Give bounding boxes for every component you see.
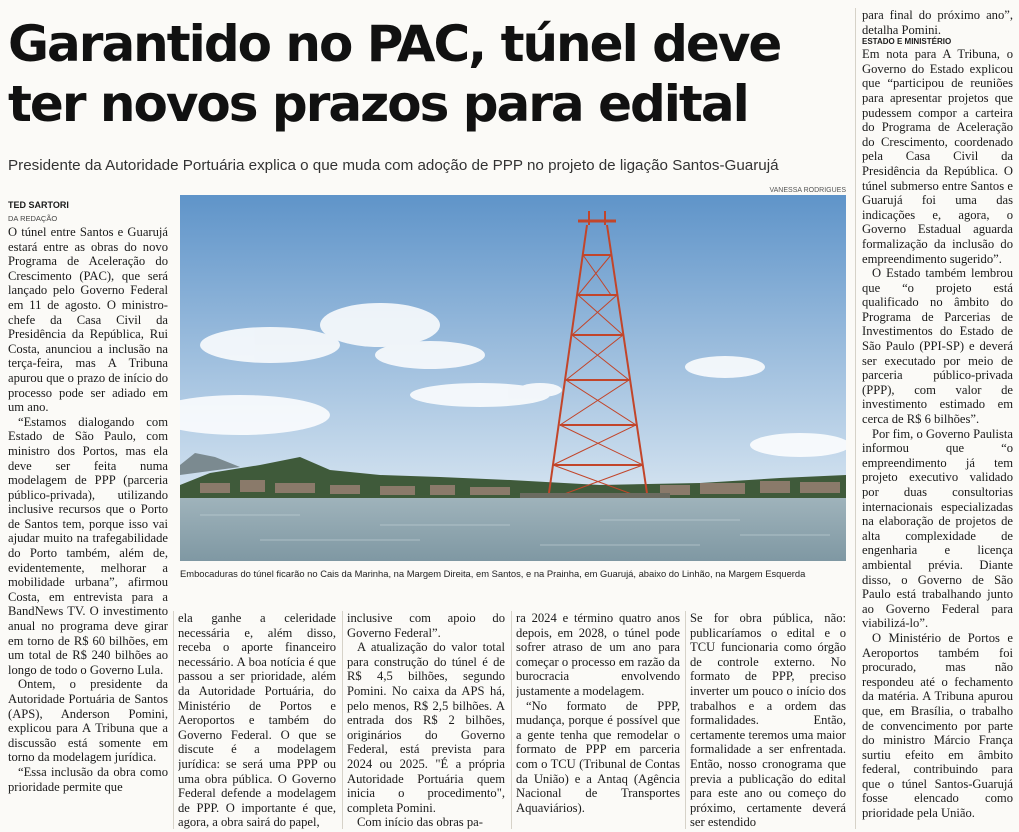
paragraph: Ontem, o presidente da Autoridade Portuária de Santos (APS), Anderson Pomini, explicou para A Tribuna que a discussão está somente em torno da modelagem jurídica. <box>8 677 168 765</box>
column-rule <box>685 611 686 829</box>
paragraph: inclusive com apoio do Governo Federal”. <box>347 611 505 640</box>
text-column-4 <box>516 611 680 829</box>
paragraph: A atualização do valor total para construção do túnel é de R$ 4,5 bilhões, segundo Pomini. No caixa da APS há, pelo menos, R$ 2,5 bilhões. A entrada dos R$ 2 bilhões, originários do Governo Federal, está prevista para 2024 ou 2025. "É a própria Autoridade Portuária quem inicia o procedimento", completa Pomini. <box>347 640 505 815</box>
text-column-1 <box>8 225 168 829</box>
tower-photo-illustration <box>180 195 846 561</box>
photo-caption: Embocaduras do túnel ficarão no Cais da Marinha, na Margem Direita, em Santos, e na Prainha, em Guarujá, abaixo do Linhão, na Margem Esquerda <box>180 568 806 579</box>
paragraph: Em nota para A Tribuna, o Governo do Estado explicou que “participou de reuniões para apresentar projetos que pudessem compor a carteira do Programa de Aceleração do Crescimento, coordenado pela Casa Civil da Presidência da República. O túnel submerso entre Santos e Guarujá foi uma das indicações e, agora, o Governo Estadual aguarda formalização da inclusão do empreendimento sugerido”. <box>862 47 1013 266</box>
column-rule <box>855 8 856 829</box>
text-column-3 <box>347 611 505 829</box>
byline: TED SARTORI <box>8 200 69 210</box>
article-photo <box>180 195 846 561</box>
water <box>180 498 846 561</box>
column-rule <box>173 611 174 829</box>
paragraph: Se for obra pública, não: publicaríamos o edital e o TCU funcionaria como órgão de controle externo. No formato de PPP, preciso inverter um pouco o início dos trabalhos e a ordem das formalidades. Então, certamente teremos uma maior formalidade a ser enfrentada. Então, nosso cronograma que previa a publicação do edital para este ano ou começo do próximo, certamente deverá ser estendido <box>690 611 846 829</box>
text-column-2 <box>178 611 336 829</box>
photo-credit: VANESSA RODRIGUES <box>769 187 846 194</box>
paragraph: O Estado também lembrou que “o projeto está qualificado no âmbito do Programa de Parcerias de Investimentos do Estado de São Paulo (PPI-SP) e deverá ser executado por meio de parceria público-privada (PPP), com valor de investimento estimado em cerca de R$ 6 bilhões”. <box>862 266 1013 427</box>
deck: Presidente da Autoridade Portuária explica o que muda com adoção de PPP no projeto de ligação Santos-Guarujá <box>8 157 779 174</box>
paragraph: para final do próximo ano”, detalha Pomini. <box>862 8 1013 37</box>
column-rule <box>342 611 343 829</box>
paragraph: “Essa inclusão da obra como prioridade permite que <box>8 764 168 794</box>
paragraph: “Estamos dialogando com Estado de São Paulo, com ministro dos Portos, mas ela deve ser feita numa modelagem de PPP (parceria público-privada), utilizando inclusive recursos que o Porto de Santos tem, porque isso vai ajudar muito na trafegabilidade do Porto também, além de, evidentemente, melhorar a mobilidade urbana”, afirmou Costa, em entrevista para a BandNews TV. O investimento anual no programa deve girar em torno de R$ 60 bilhões, em um total de R$ 240 bilhões ao longo de todo o Governo Lula. <box>8 414 168 677</box>
paragraph: O túnel entre Santos e Guarujá estará entre as obras do novo Programa de Aceleração do Crescimento (PAC), que será lançado pelo Governo Federal em 11 de agosto. O ministro-chefe da Casa Civil da Presidência da República, Rui Costa, anunciou a inclusão na terça-feira, mas A Tribuna apurou que o prazo de início do processo pode ser adiado em um ano. <box>8 225 168 415</box>
paragraph: “No formato de PPP, mudança, porque é possível que a gente tenha que remodelar o formato de PPP em parceria com o TCU (Tribunal de Contas da União) e a Antaq (Agência Nacional de Transportes Aquaviários). <box>516 698 680 815</box>
paragraph: Por fim, o Governo Paulista informou que “o empreendimento já tem projeto executivo validado por duas consultorias internacionais especializadas na elaboração de projetos de alta complexidade de engenharia e licença ambiental prévia. Diante disso, o Governo de São Paulo está trabalhando junto ao Governo Federal para viabilizá-lo”. <box>862 426 1013 631</box>
text-column-5 <box>690 611 846 829</box>
text-column-6 <box>862 8 1013 829</box>
byline-from: DA REDAÇÃO <box>8 214 58 223</box>
headline: Garantido no PAC, túnel deve ter novos prazos para edital <box>8 15 781 133</box>
paragraph: O Ministério de Portos e Aeroportos também foi procurado, mas não respondeu até o fechamento da matéria. A Tribuna apurou que, em Brasília, o trabalho de convencimento por parte do ministro Márcio França surtiu efeito em âmbito federal, contribuindo para que o túnel Santos-Guarujá fosse elencado como prioridade pela União. <box>862 630 1013 821</box>
paragraph: ra 2024 e término quatro anos depois, em 2028, o túnel pode sofrer atraso de um ano para começar o processo em razão da burocracia envolvendo justamente a modelagem. <box>516 611 680 698</box>
column-rule <box>511 611 512 829</box>
paragraph: Com início das obras pa- <box>357 815 483 829</box>
paragraph: ela ganhe a celeridade necessária e, além disso, receba o aporte financeiro necessário. A boa notícia é que passou a ser prioridade, além da Autoridade Portuária, do Ministério de Portos e Aeroportos e também do Governo Federal. O que se discute é a modelagem jurídica: se será uma PPP ou uma obra pública. O Governo Federal defende a modelagem de PPP. O importante é que, agora, a obra sairá do papel, <box>178 611 336 829</box>
section-subhead: ESTADO E MINISTÉRIO <box>862 37 952 47</box>
